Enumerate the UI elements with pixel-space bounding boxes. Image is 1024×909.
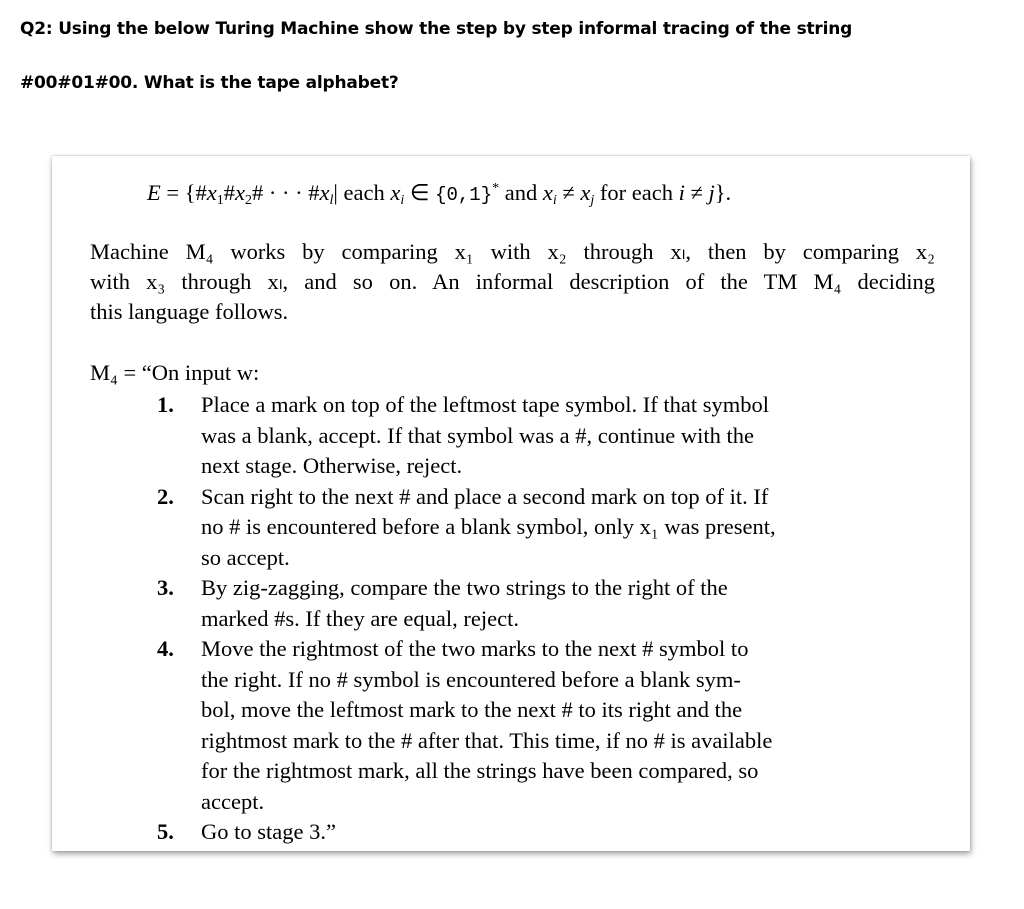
stage-line: next stage. Otherwise, reject. [201,453,463,478]
language-definition: $E = \{\#x_1\#x_2\#$ · · · $\#x_l|$ each $x_i$ ∈ {0,1}* and $x_i \ne x_j$ for each i ≠ j}. [147,180,732,208]
question-line-2: #00#01#00. What is the tape alphabet? [20,73,399,93]
stage-line: rightmost mark to the # after that. This time, if no # is available [201,727,773,753]
stage-line: Place a mark on top of the leftmost tape symbol. If that symbol [201,392,770,417]
stage-2 [157,482,862,574]
machine-intro-paragraph [90,237,935,327]
stage-line: Move the rightmost of the two marks to the next # symbol to [201,636,749,661]
stage-number: 3. [157,575,174,600]
stage-line: the right. If no # symbol is encountered before a blank sym- [201,666,741,692]
stage-4 [157,634,862,817]
stage-line: bol, move the leftmost mark to the next # to its right and the [201,697,743,722]
stage-number: 1. [157,392,174,417]
stage-line: marked #s. If they are equal, reject. [201,605,519,631]
intro-line: this language follows. [90,299,289,324]
stage-line: Scan right to the next # and place a second mark on top of it. If [201,483,769,509]
textbook-excerpt [52,156,970,851]
machine-stages [157,390,862,848]
stage-line: so accept. [201,544,290,570]
machine-heading: M₄ = “On input w: [90,360,260,385]
stage-line: Go to stage 3.” [201,819,336,844]
intro-line: Machine M₄ works by comparing x₁ with x₂ through xₗ, then by comparing x₂ [90,239,935,264]
stage-line: accept. [201,788,265,814]
stage-1 [157,390,862,482]
stage-line: By zig-zagging, compare the two strings to the right of the [201,575,728,600]
stage-line: no # is encountered before a blank symbol, only x₁ was present, [201,514,776,539]
stage-number: 4. [157,636,174,661]
stage-line: for the rightmost mark, all the strings have been compared, so [201,758,759,783]
stage-number: 5. [157,819,174,844]
intro-line: with x₃ through xₗ, and so on. An informal description of the TM M₄ deciding [90,269,935,294]
question-line-1: Q2: Using the below Turing Machine show the step by step informal tracing of the string [20,19,853,39]
stage-number: 2. [157,483,174,509]
stage-3 [157,573,862,634]
stage-line: was a blank, accept. If that symbol was a #, continue with the [201,422,754,448]
stage-5 [157,817,862,848]
